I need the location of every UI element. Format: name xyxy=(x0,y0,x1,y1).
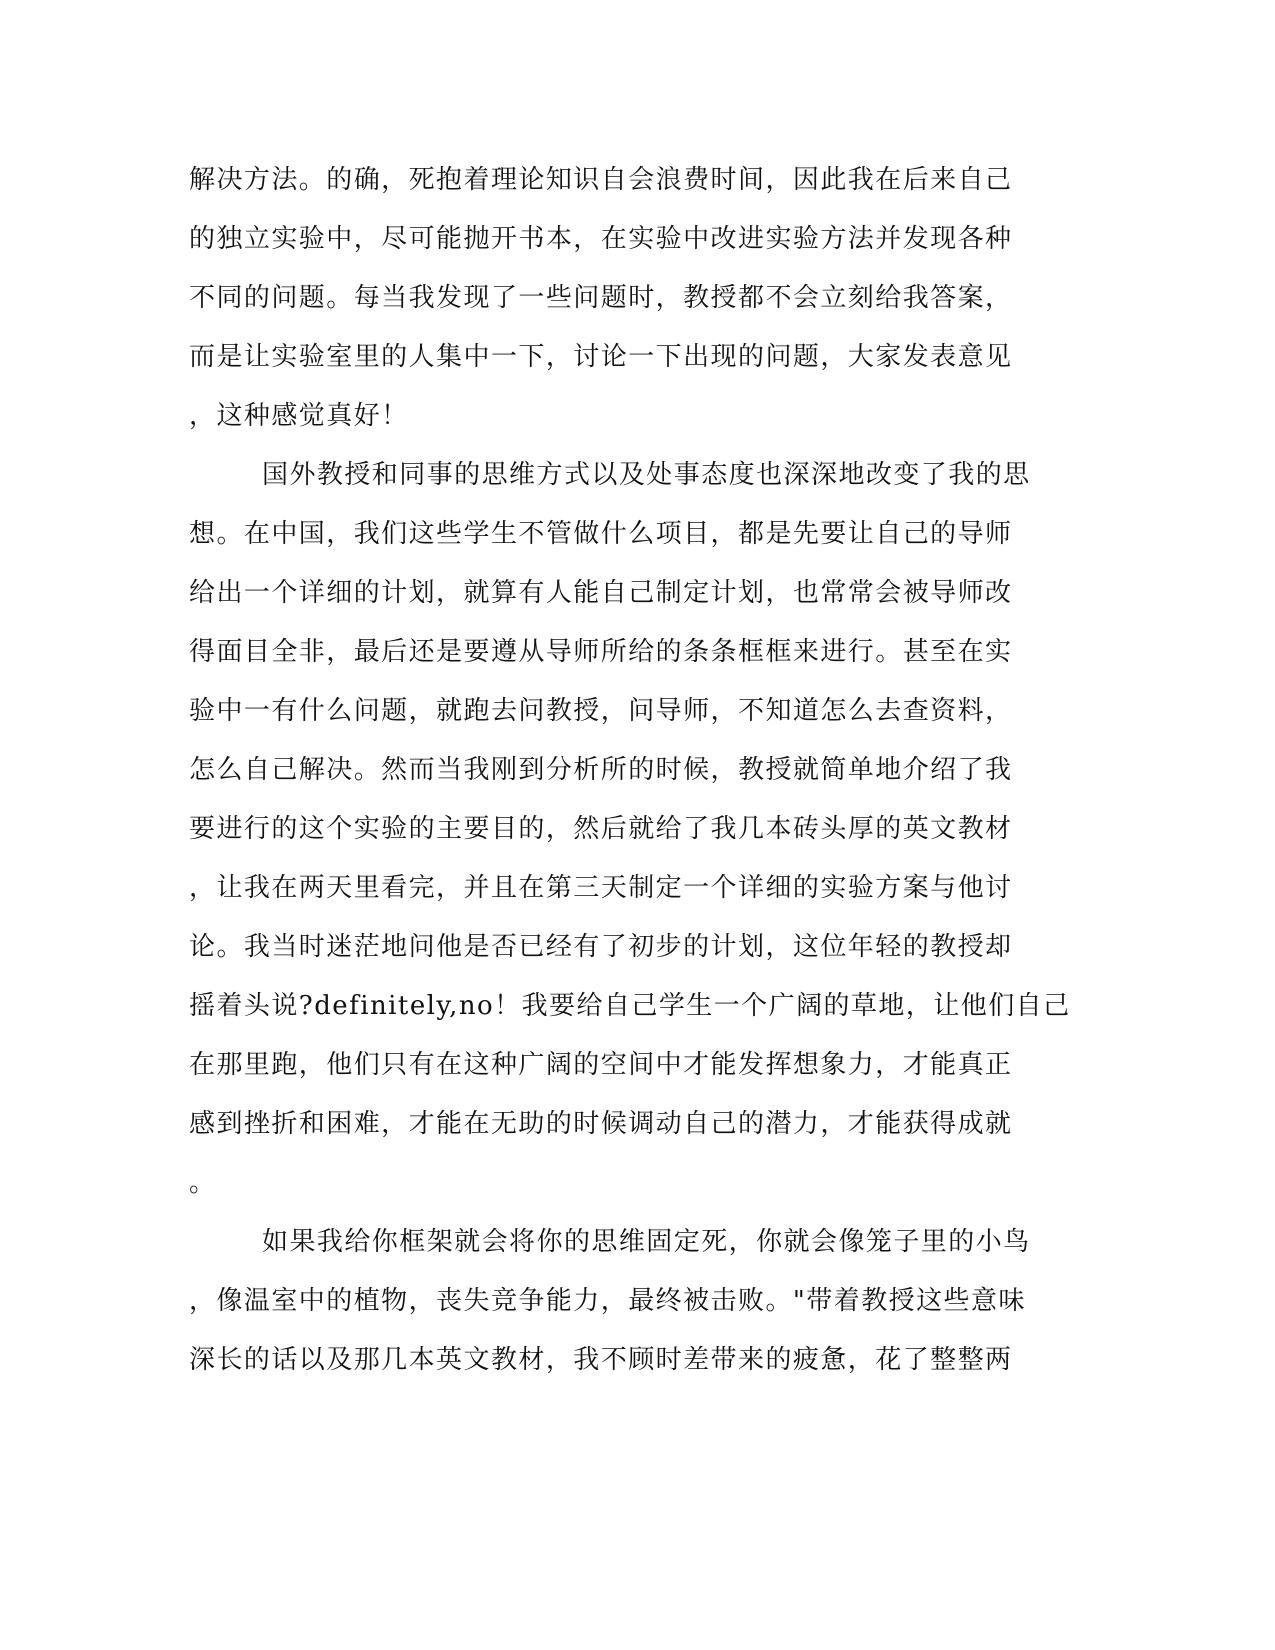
text-line: 给出一个详细的计划，就算有人能自己制定计划，也常常会被导师改 xyxy=(189,578,1013,608)
text-line: 验中一有什么问题，就跑去问教授，问导师，不知道怎么去查资料， xyxy=(189,696,1013,726)
text-line: 解决方法。的确，死抱着理论知识自会浪费时间，因此我在后来自己 xyxy=(189,165,1013,195)
text-line: 论。我当时迷茫地问他是否已经有了初步的计划，这位年轻的教授却 xyxy=(189,932,1013,962)
paragraph-first-line: 国外教授和同事的思维方式以及处事态度也深深地改变了我的思 xyxy=(262,460,1031,490)
text-line: 在那里跑，他们只有在这种广阔的空间中才能发挥想象力，才能真正 xyxy=(189,1050,1013,1080)
text-line: ，像温室中的植物，丧失竞争能力，最终被击败。"带着教授这些意味 xyxy=(189,1286,1026,1316)
text-line: 感到挫折和困难，才能在无助的时候调动自己的潜力，才能获得成就 xyxy=(189,1109,1013,1139)
text-line: 想。在中国，我们这些学生不管做什么项目，都是先要让自己的导师 xyxy=(189,519,1013,549)
text-line: 要进行的这个实验的主要目的，然后就给了我几本砖头厚的英文教材 xyxy=(189,814,1013,844)
text-line: 而是让实验室里的人集中一下，讨论一下出现的问题，大家发表意见 xyxy=(189,342,1013,372)
text-line: 得面目全非，最后还是要遵从导师所给的条条框框来进行。甚至在实 xyxy=(189,637,1013,667)
text-line: 的独立实验中，尽可能抛开书本，在实验中改进实验方法并发现各种 xyxy=(189,224,1013,254)
text-line: 摇着头说?definitely,no！我要给自己学生一个广阔的草地，让他们自己 xyxy=(189,991,1071,1021)
text-line: 不同的问题。每当我发现了一些问题时，教授都不会立刻给我答案， xyxy=(189,283,1013,313)
paragraph-first-line: 如果我给你框架就会将你的思维固定死，你就会像笼子里的小鸟 xyxy=(262,1227,1031,1257)
text-line: 深长的话以及那几本英文教材，我不顾时差带来的疲惫，花了整整两 xyxy=(189,1345,1013,1375)
text-line: ，这种感觉真好！ xyxy=(189,401,409,431)
text-line: 怎么自己解决。然而当我刚到分析所的时候，教授就简单地介绍了我 xyxy=(189,755,1013,785)
text-line: 。 xyxy=(189,1168,217,1198)
text-line: ，让我在两天里看完，并且在第三天制定一个详细的实验方案与他讨 xyxy=(189,873,1013,903)
